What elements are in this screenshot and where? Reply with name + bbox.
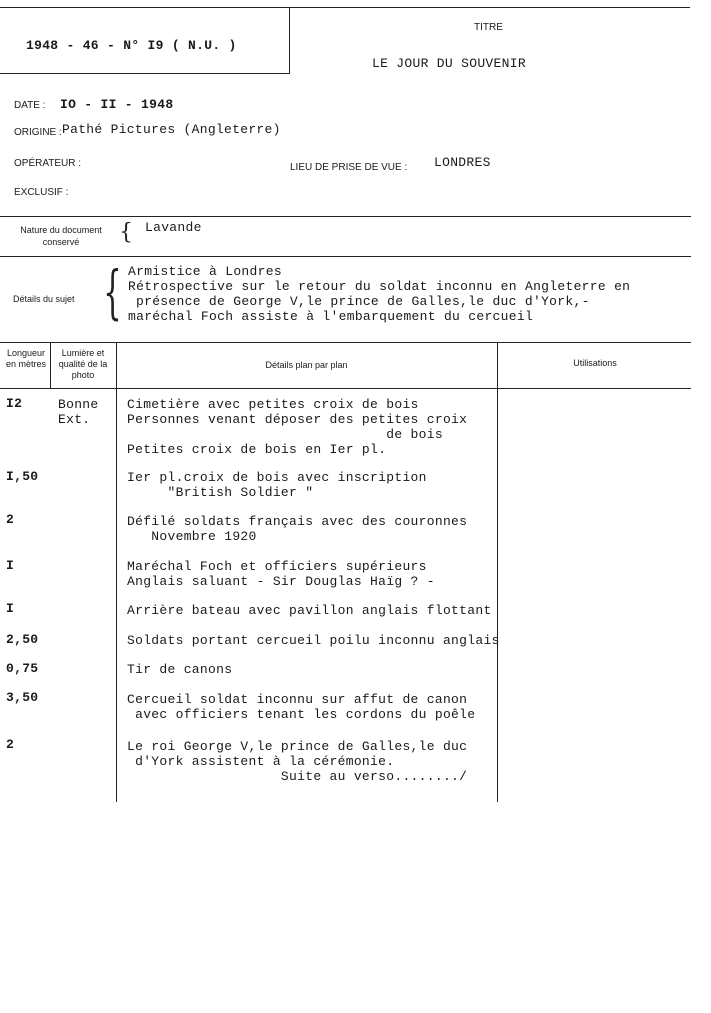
operateur-label: OPÉRATEUR :	[14, 158, 82, 169]
row-length: 2	[6, 512, 15, 527]
sujet-lines	[128, 264, 630, 324]
origine-value: Pathé Pictures (Angleterre)	[62, 122, 281, 137]
col-header-longueur: Longueur en mètres	[5, 348, 47, 369]
quality-value: Ext.	[58, 412, 91, 427]
row-line: Tir de canons	[127, 662, 233, 677]
table-row	[127, 692, 475, 722]
sujet-line: présence de George V,le prince de Galles,le duc d'York,-	[136, 294, 590, 309]
col-divider	[497, 342, 498, 802]
row-line: "British Soldier "	[127, 485, 314, 500]
row-line: de bois	[127, 427, 443, 442]
row-length: 3,50	[6, 690, 39, 705]
nature-value: Lavande	[145, 220, 202, 235]
row-line: Arrière bateau avec pavillon anglais flottant	[127, 603, 492, 618]
table-row	[127, 559, 435, 589]
col-header-lumiere: Lumière et qualité de la photo	[58, 348, 108, 380]
lieu-label: LIEU DE PRISE DE VUE :	[290, 162, 408, 173]
row-line: avec officiers tenant les cordons du poêle	[127, 707, 476, 722]
col-header-details: Détails plan par plan	[265, 360, 348, 370]
col-header-utilisations: Utilisations	[573, 358, 617, 368]
table-header-rule	[0, 388, 691, 389]
sujet-line: maréchal Foch assiste à l'embarquement du cercueil	[128, 309, 534, 324]
sujet-line: Rétrospective sur le retour du soldat inconnu en Angleterre en	[128, 279, 631, 294]
sujet-top-rule	[0, 256, 691, 257]
row-length: I	[6, 558, 15, 573]
date-label: DATE :	[14, 100, 46, 111]
table-top-rule	[0, 342, 691, 343]
row-line: Maréchal Foch et officiers supérieurs	[127, 559, 427, 574]
sujet-brace: {	[103, 258, 122, 326]
row-line: Défilé soldats français avec des couronnes	[127, 514, 468, 529]
row-line: Soldats portant cercueil poilu inconnu anglais	[127, 633, 500, 648]
quality-value: Bonne	[58, 397, 99, 412]
nature-brace: {	[119, 220, 133, 245]
sujet-line: Armistice à Londres	[128, 264, 282, 279]
table-row	[127, 514, 467, 544]
row-length: 2,50	[6, 632, 39, 647]
row-line: Novembre 1920	[127, 529, 257, 544]
row-length: 0,75	[6, 661, 39, 676]
table-row	[127, 662, 232, 677]
row-line: Suite au verso......../	[127, 769, 468, 784]
origine-label: ORIGINE :	[14, 127, 62, 138]
sujet-label: Détails du sujet	[13, 294, 75, 304]
table-row	[127, 397, 467, 457]
row-line: Cimetière avec petites croix de bois	[127, 397, 419, 412]
table-row	[127, 739, 467, 784]
exclusif-label: EXCLUSIF :	[14, 187, 69, 198]
titre-label: TITRE	[474, 22, 503, 33]
row-length: 2	[6, 737, 15, 752]
nature-top-rule	[0, 216, 691, 217]
row-length: I,50	[6, 469, 39, 484]
titre-value: LE JOUR DU SOUVENIR	[372, 56, 526, 71]
row-line: Ier pl.croix de bois avec inscription	[127, 470, 427, 485]
col-divider	[116, 342, 117, 802]
lieu-value: LONDRES	[434, 155, 491, 170]
row-line: Le roi George V,le prince de Galles,le duc	[127, 739, 468, 754]
row-length: I2	[6, 396, 23, 411]
document-reference: 1948 - 46 - N° I9 ( N.U. )	[26, 38, 237, 53]
nature-label: Nature du document conservé	[20, 225, 102, 247]
row-line: Cercueil soldat inconnu sur affut de canon	[127, 692, 468, 707]
table-row	[127, 633, 500, 648]
row-line: Petites croix de bois en Ier pl.	[127, 442, 387, 457]
row-line: Anglais saluant - Sir Douglas Haïg ? -	[127, 574, 435, 589]
row-line: d'York assistent à la cérémonie.	[127, 754, 395, 769]
row-length: I	[6, 601, 15, 616]
table-row	[127, 603, 492, 618]
row-line: Personnes venant déposer des petites croix	[127, 412, 468, 427]
date-value: IO - II - 1948	[60, 97, 174, 112]
col-divider	[50, 342, 51, 388]
table-row	[127, 470, 427, 500]
